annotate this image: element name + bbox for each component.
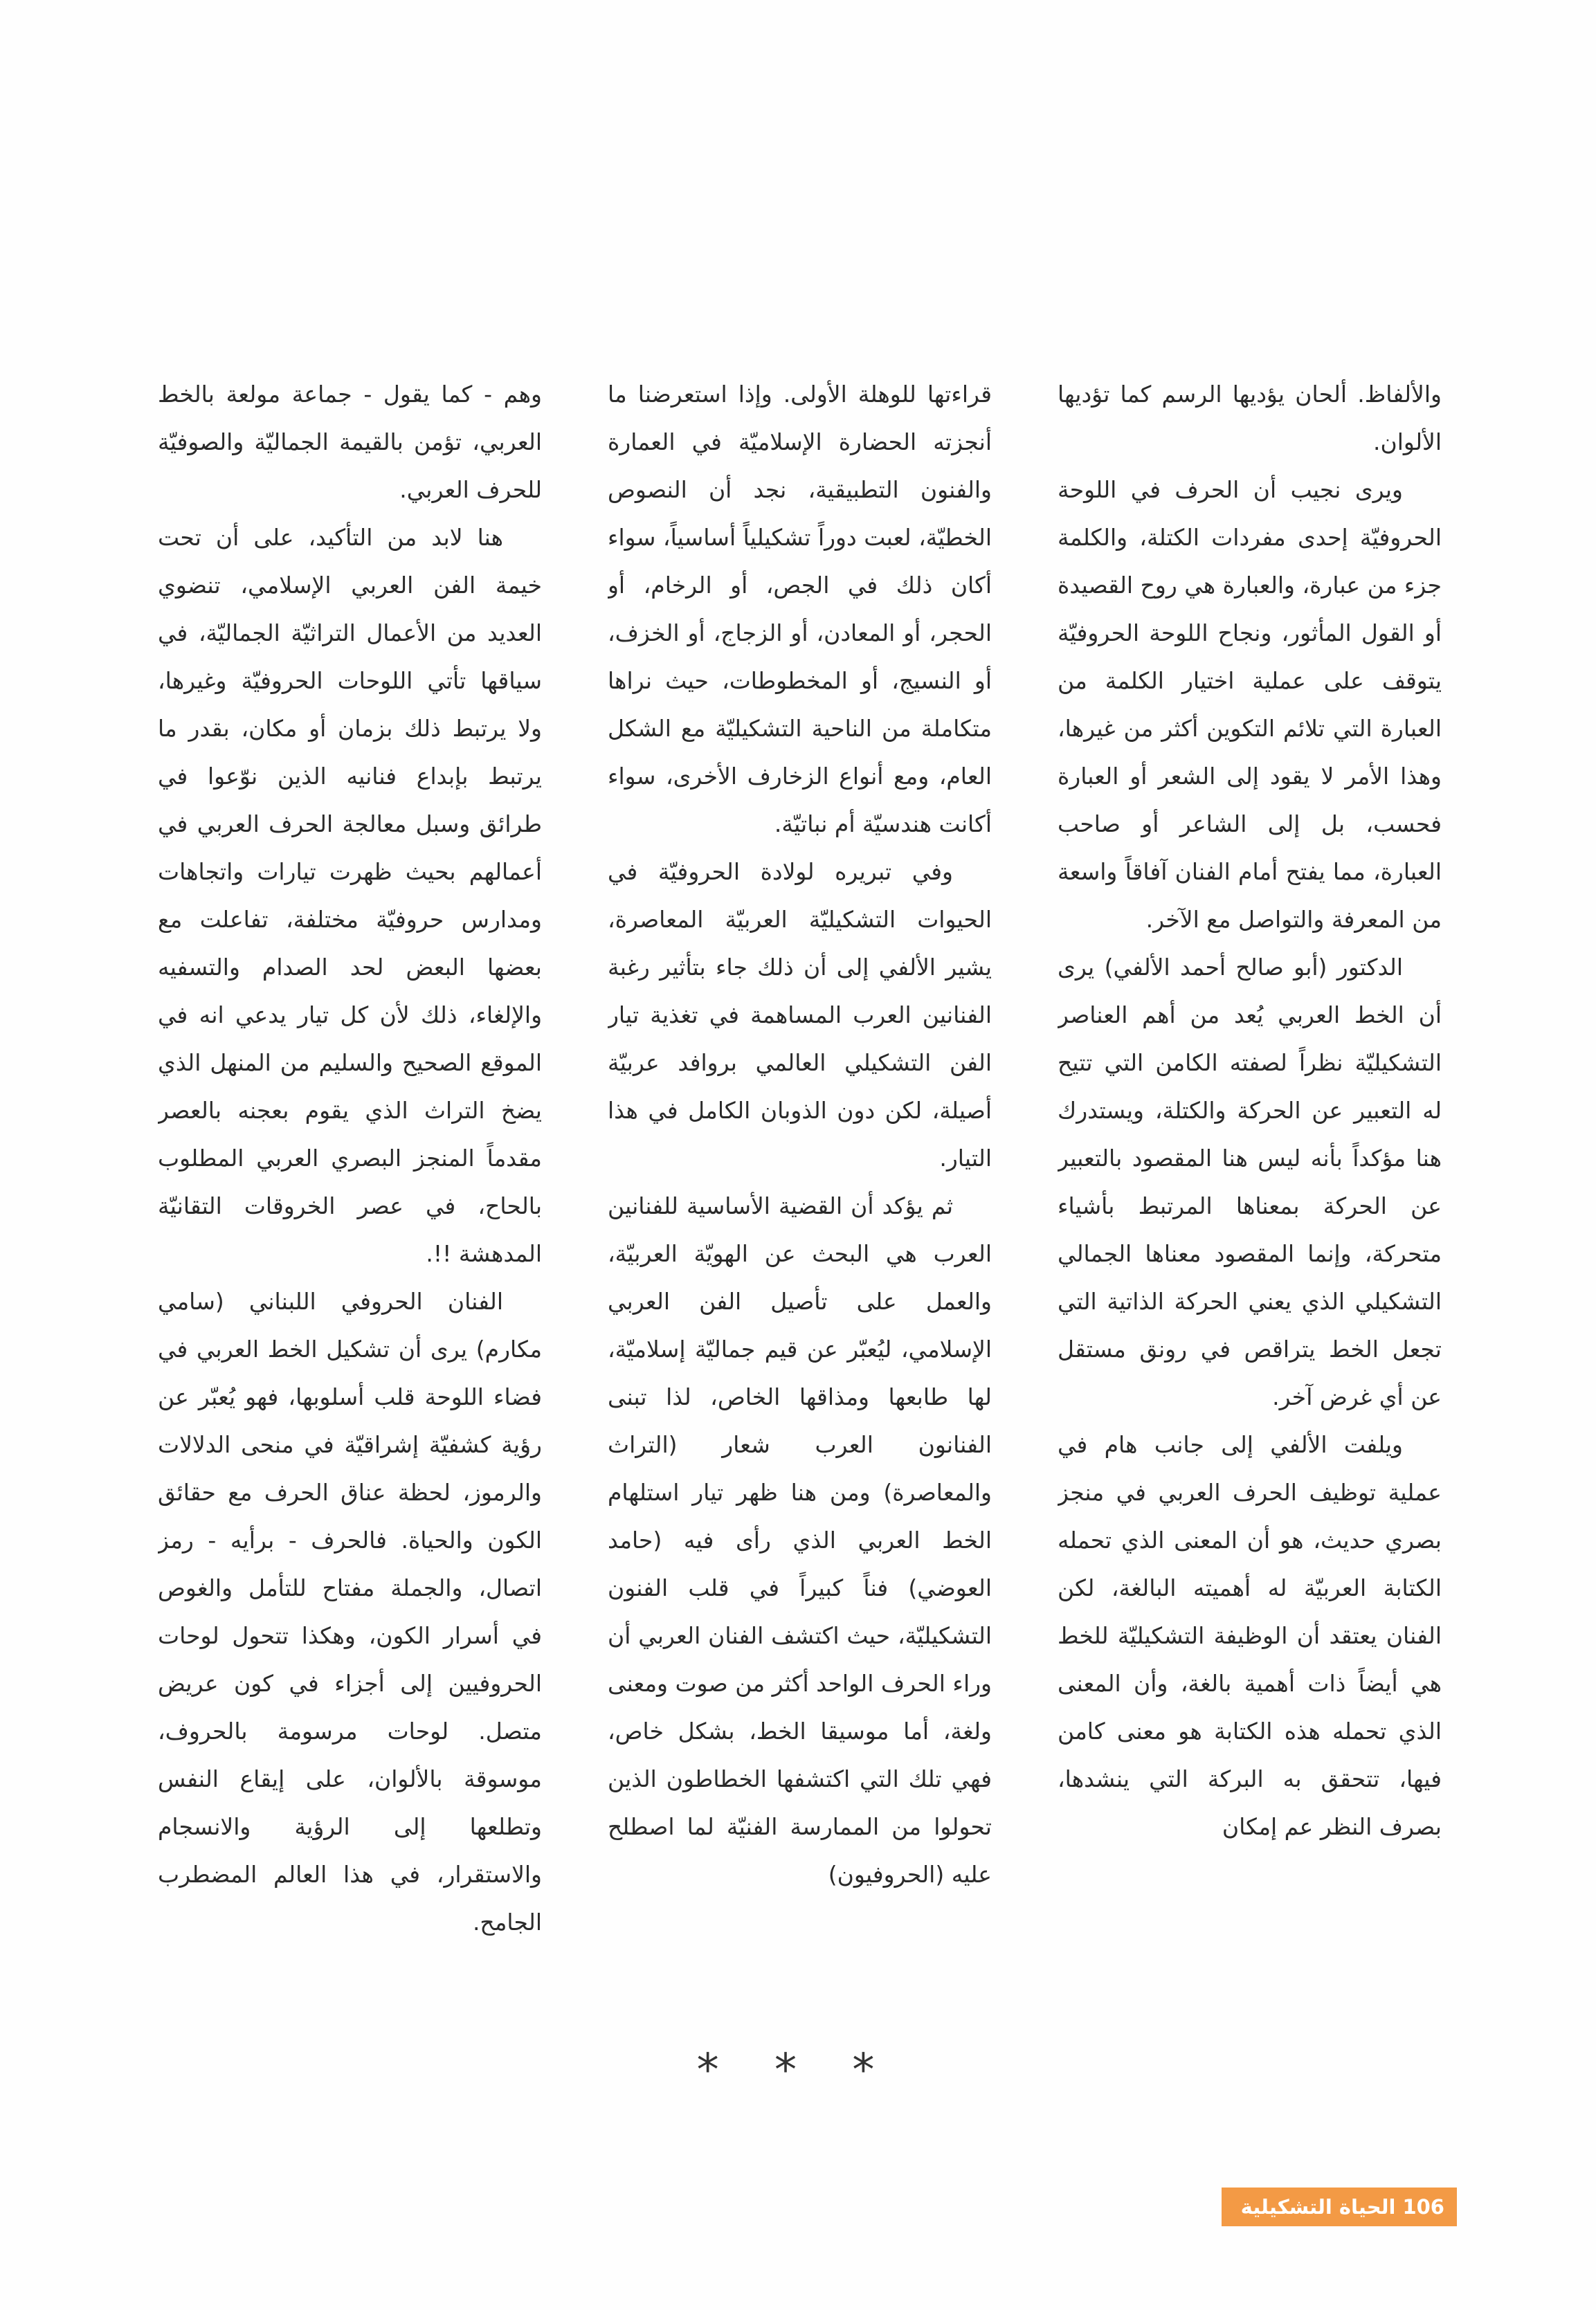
paragraph: ويرى نجيب أن الحرف في اللوحة الحروفيّة إحدى مفردات الكتلة، والكلمة جزء من عبارة، والعبارة هي روح القصيدة أو القول المأثور، ونجاح اللوحة الحروفيّة يتوقف على عملية اختيار الكلمة من العبارة التي تلائم التكوين أكثر من غيرها، وهذا الأمر لا يقود إلى الشعر أو العبارة فحسب، بل إلى الشاعر أو صاحب العبارة، مما يفتح أمام الفنان آفاقاً واسعة من المعرفة والتواصل مع الآخر. bbox=[1058, 476, 1442, 933]
article-column-right bbox=[1058, 370, 1442, 1986]
article-columns bbox=[158, 370, 1442, 1986]
section-separator: * * * bbox=[696, 2045, 896, 2096]
magazine-name: الحياة التشكيلية bbox=[1240, 2195, 1396, 2219]
paragraph: والألفاظ. ألحان يؤديها الرسم كما تؤديها الألوان. bbox=[1058, 381, 1442, 455]
article-column-left bbox=[158, 370, 542, 1986]
paragraph: قراءتها للوهلة الأولى. وإذا استعرضنا ما أنجزته الحضارة الإسلاميّة في العمارة والفنون التطبيقية، نجد أن النصوص الخطيّة، لعبت دوراً تشكيلياً أساسياً، سواء أكان ذلك في الجص، أو الرخام، أو الحجر، أو المعادن، أو الزجاج، أو الخزف، أو النسيج، أو المخطوطات، حيث نراها متكاملة من الناحية التشكيليّة مع الشكل العام، ومع أنواع الزخارف الأخرى، سواء أكانت هندسيّة أم نباتيّة. bbox=[608, 381, 992, 837]
paragraph: الفنان الحروفي اللبناني (سامي مكارم) يرى أن تشكيل الخط العربي في فضاء اللوحة قلب أسلوبها، فهو يُعبّر عن رؤية كشفيّة إشراقيّة في منحى الدلالات والرموز، لحظة عناق الحرف مع حقائق الكون والحياة. فالحرف - برأيه - رمز اتصال، والجملة مفتاح للتأمل والغوص في أسرار الكون، وهكذا تتحول لوحات الحروفيين إلى أجزاء في كون عريض متصل. لوحات مرسومة بالحروف، موسوقة بالألوان، على إيقاع النفس وتطلعها إلى الرؤية والانسجام والاستقرار، في هذا العالم المضطرب الجامح. bbox=[158, 1288, 542, 1936]
paragraph: ثم يؤكد أن القضية الأساسية للفنانين العرب هي البحث عن الهويّة العربيّة، والعمل على تأصيل الفن العربي الإسلامي، ليُعبّر عن قيم جماليّة إسلاميّة، لها طابعها ومذاقها الخاص، لذا تبنى الفنانون العرب شعار (التراث والمعاصرة) ومن هنا ظهر تيار استلهام الخط العربي الذي رأى فيه (حامد العوضي) فناً كبيراً في قلب الفنون التشكيليّة، حيث اكتشف الفنان العربي أن وراء الحرف الواحد أكثر من صوت ومعنى ولغة، أما موسيقا الخط، بشكل خاص، فهي تلك التي اكتشفها الخطاطون الذين تحولوا من الممارسة الفنيّة لما اصطلح عليه (الحروفيون) bbox=[608, 1192, 992, 1888]
paragraph: ويلفت الألفي إلى جانب هام في عملية توظيف الحرف العربي في منجز بصري حديث، هو أن المعنى الذي تحمله الكتابة العربيّة له أهميته البالغة، لكن الفنان يعتقد أن الوظيفة التشكيليّة للخط هي أيضاً ذات أهمية بالغة، وأن المعنى الذي تحمله هذه الكتابة هو معنى كامن فيها، تتحقق به البركة التي ينشدها، بصرف النظر عم إمكان bbox=[1058, 1431, 1442, 1840]
footer-bar bbox=[1222, 2188, 1457, 2226]
article-column-middle bbox=[608, 370, 992, 1986]
paragraph: الدكتور (أبو صالح أحمد الألفي) يرى أن الخط العربي يُعد من أهم العناصر التشكيليّة نظراً لصفته الكامن التي تتيح له التعبير عن الحركة والكتلة، ويستدرك هنا مؤكداً بأنه ليس هنا المقصود بالتعبير عن الحركة بمعناها المرتبط بأشياء متحركة، وإنما المقصود معناها الجمالي التشكيلي الذي يعني الحركة الذاتية التي تجعل الخط يتراقص في رونق مستقل عن أي غرض آخر. bbox=[1058, 954, 1442, 1410]
paragraph: وهم - كما يقول - جماعة مولعة بالخط العربي، تؤمن بالقيمة الجماليّة والصوفيّة للحرف العربي. bbox=[158, 381, 542, 503]
paragraph: هنا لابد من التأكيد، على أن تحت خيمة الفن العربي الإسلامي، تنضوي العديد من الأعمال التراثيّة الجماليّة، في سياقها تأتي اللوحات الحروفيّة وغيرها، ولا يرتبط ذلك بزمان أو مكان، بقدر ما يرتبط بإبداع فنانيه الذين نوّعوا في طرائق وسبل معالجة الحرف العربي في أعمالهم بحيث ظهرت تيارات واتجاهات ومدارس حروفيّة مختلفة، تفاعلت مع بعضها البعض لحد الصدام والتسفيه والإلغاء، ذلك لأن كل تيار يدعي انه في الموقع الصحيح والسليم من المنهل الذي يضخ التراث الذي يقوم بعجنه بالعصر مقدماً المنجز البصري العربي المطلوب بالحاح، في عصر الخروقات التقانيّة المدهشة !!. bbox=[158, 524, 542, 1267]
paragraph: وفي تبريره لولادة الحروفيّة في الحيوات التشكيليّة العربيّة المعاصرة، يشير الألفي إلى أن ذلك جاء بتأثير رغبة الفنانين العرب المساهمة في تغذية تيار الفن التشكيلي العالمي بروافد عربيّة أصيلة، لكن دون الذوبان الكامل في هذا التيار. bbox=[608, 858, 992, 1172]
page-number: 106 bbox=[1402, 2195, 1444, 2219]
